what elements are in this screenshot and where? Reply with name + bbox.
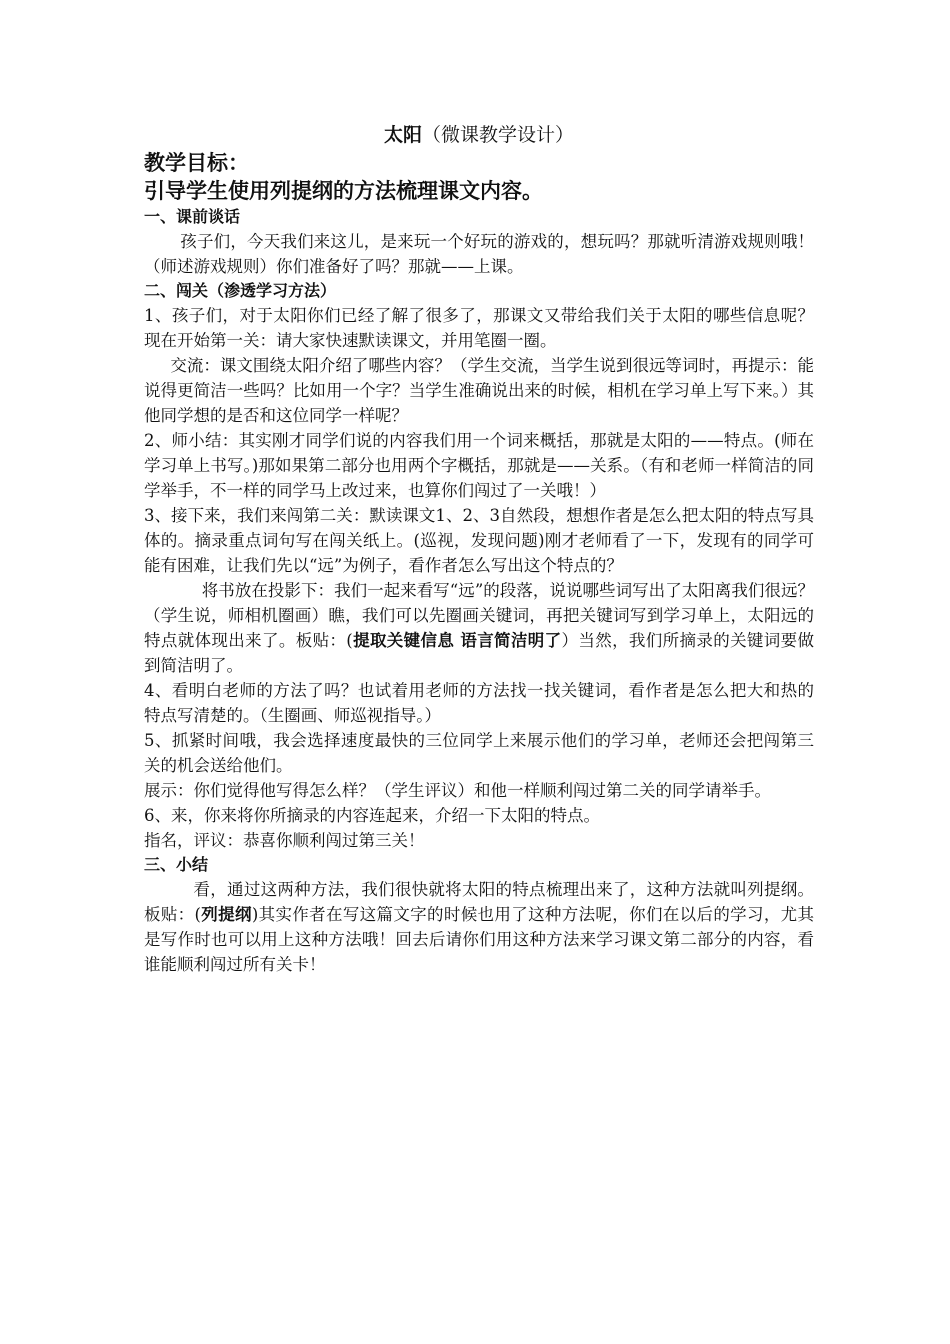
section-2-paragraph-1: 1、孩子们，对于太阳你们已经了解了很多了，那课文又带给我们关于太阳的哪些信息呢？现在开始第一关：请大家快速默读课文，并用笔圈一圈。 bbox=[144, 306, 814, 350]
section-2-paragraph-6: 4、看明白老师的方法了吗？也试着用老师的方法找一找关键词，看作者是怎么把大和热的特点写清楚的。（生圈画、师巡视指导。） bbox=[144, 681, 814, 725]
goal-text: 引导学生使用列提纲的方法梳理课文内容。 bbox=[144, 179, 543, 203]
p5-bold-text: 提取关键信息 语言简洁明了 bbox=[352, 631, 562, 650]
section-3-heading: 三、小结 bbox=[144, 855, 209, 874]
section-2-paragraph-5 bbox=[144, 578, 814, 678]
p5-text-a: 将书放在投影下：我们一起来看写“远”的段落，说说哪些词写出了太阳离我们很远？（学生说，师相机圈画）瞧，我们可以先圈画关键词，再把关键词写到学习单上，太阳远的特点就体现出来了。板贴：( bbox=[144, 581, 814, 650]
section-2-paragraph-10: 指名，评议：恭喜你顺利闯过第三关！ bbox=[144, 831, 425, 850]
p5-text-c: ）当然，我们所摘录的关键词要做到简洁明了。 bbox=[144, 631, 815, 675]
section-2-paragraph-9: 6、来，你来将你所摘录的内容连起来，介绍一下太阳的特点。 bbox=[144, 806, 600, 825]
section-2-paragraph-8: 展示：你们觉得他写得怎么样？（学生评议）和他一样顺利闯过第二关的同学请举手。 bbox=[144, 781, 771, 800]
section-2-paragraph-3: 2、师小结：其实刚才同学们说的内容我们用一个词来概括，那就是太阳的——特点。(师在学习单上书写。)那如果第二部分也用两个字概括，那就是——关系。（有和老师一样简洁的同学举手，不一样的同学马上改过来，也算你们闯过了一关哦！） bbox=[144, 431, 814, 500]
section-2-paragraph-7: 5、抓紧时间哦，我会选择速度最快的三位同学上来展示他们的学习单，老师还会把闯第三关的机会送给他们。 bbox=[144, 731, 814, 775]
section-3-paragraph-1 bbox=[144, 877, 814, 977]
s3-text-c: )其实作者在写这篇文字的时候也用了这种方法呢，你们在以后的学习，尤其是写作时也可以用上这种方法哦！回去后请你们用这种方法来学习课文第二部分的内容，看谁能顺利闯过所有关卡！ bbox=[144, 905, 815, 974]
s3-text-a: 看，通过这两种方法，我们很快就将太阳的特点梳理出来了，这种方法就叫列提纲。板贴：( bbox=[144, 880, 814, 924]
section-1-heading: 一、课前谈话 bbox=[144, 207, 241, 226]
section-2-paragraph-4: 3、接下来，我们来闯第二关：默读课文1、2、3自然段，想想作者是怎么把太阳的特点写具体的。摘录重点词句写在闯关纸上。(巡视，发现问题)刚才老师看了一下，发现有的同学可能有困难，让我们先以“远”为例子，看作者怎么写出这个特点的？ bbox=[144, 506, 814, 575]
section-2-heading: 二、闯关（渗透学习方法） bbox=[144, 281, 337, 300]
s3-bold-text: 列提纲 bbox=[200, 905, 252, 924]
section-2-paragraph-2: 交流：课文围绕太阳介绍了哪些内容？（学生交流，当学生说到很远等词时，再提示：能说得更简洁一些吗？比如用一个字？当学生准确说出来的时候，相机在学习单上写下来。）其他同学想的是否和这位同学一样呢？ bbox=[144, 356, 814, 425]
goal-heading: 教学目标： bbox=[144, 151, 249, 175]
title-sub: （微课教学设计） bbox=[422, 124, 575, 146]
title-main: 太阳 bbox=[383, 124, 422, 146]
document-title bbox=[144, 120, 814, 150]
document-page bbox=[144, 120, 814, 977]
section-1-paragraph-1: 孩子们，今天我们来这儿，是来玩一个好玩的游戏的，想玩吗？那就听清游戏规则哦！（师述游戏规则）你们准备好了吗？那就——上课。 bbox=[144, 232, 814, 276]
